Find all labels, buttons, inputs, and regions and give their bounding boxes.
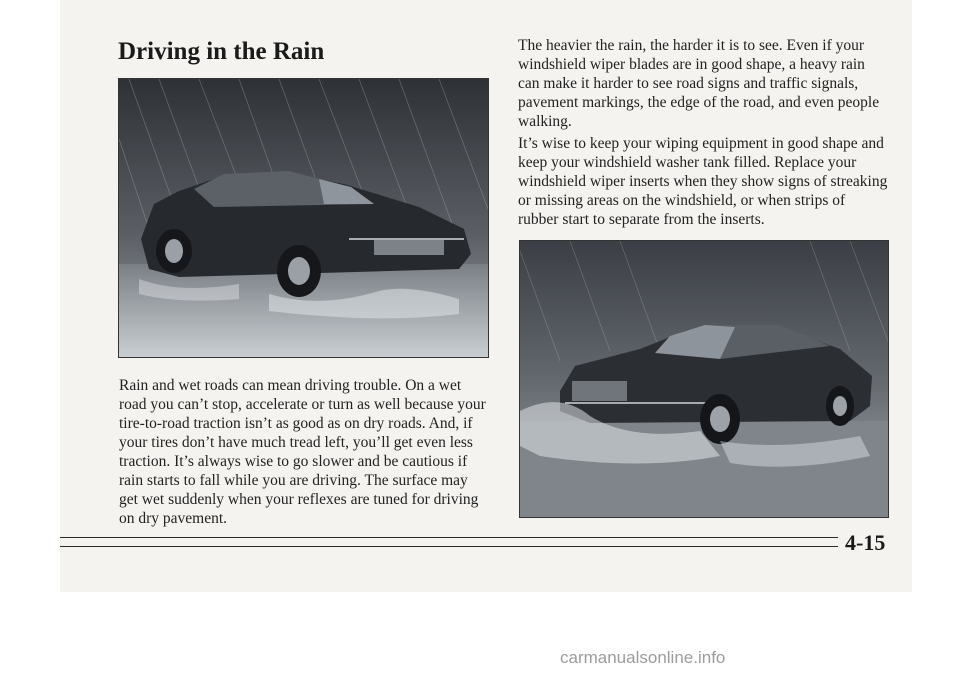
car-in-rain-illustration bbox=[118, 78, 489, 358]
car-wet-road-image bbox=[520, 241, 888, 517]
paragraph-rain-visibility: The heavier the rain, the harder it is to see. Even if your windshield wiper blades are in good shape, a heavy rain can make it harder to see road signs and traffic signals, pavement markings, the edge of the road, and even people walking. bbox=[518, 37, 880, 130]
watermark-text: carmanualsonline.info bbox=[560, 648, 726, 667]
footer-rule-bottom bbox=[60, 546, 838, 547]
car-wet-road-illustration bbox=[519, 240, 889, 518]
page-number: 4-15 bbox=[845, 530, 886, 555]
footer-rule-top bbox=[60, 537, 838, 538]
paragraph-wet-roads: Rain and wet roads can mean driving trouble. On a wet road you can’t stop, accelerate or turn as well because your tire-to-road traction isn’t as good as on dry roads. And, if your tires don’t have much tread left, you’ll get even less traction. It’s always wise to go slower and be cautious if rain starts to fall while you are driving. The surface may get wet suddenly when your reflexes are tuned for driving on dry pavement. bbox=[119, 377, 486, 527]
page-title: Driving in the Rain bbox=[118, 38, 325, 65]
paragraph-wiper-maintenance: It’s wise to keep your wiping equipment in good shape and keep your windshield washer tank filled. Replace your windshield wiper inserts when they show signs of streaking or missing areas on the windshield, or when strips of rubber start to separate from the inserts. bbox=[518, 135, 888, 228]
car-in-rain-image bbox=[119, 79, 488, 357]
